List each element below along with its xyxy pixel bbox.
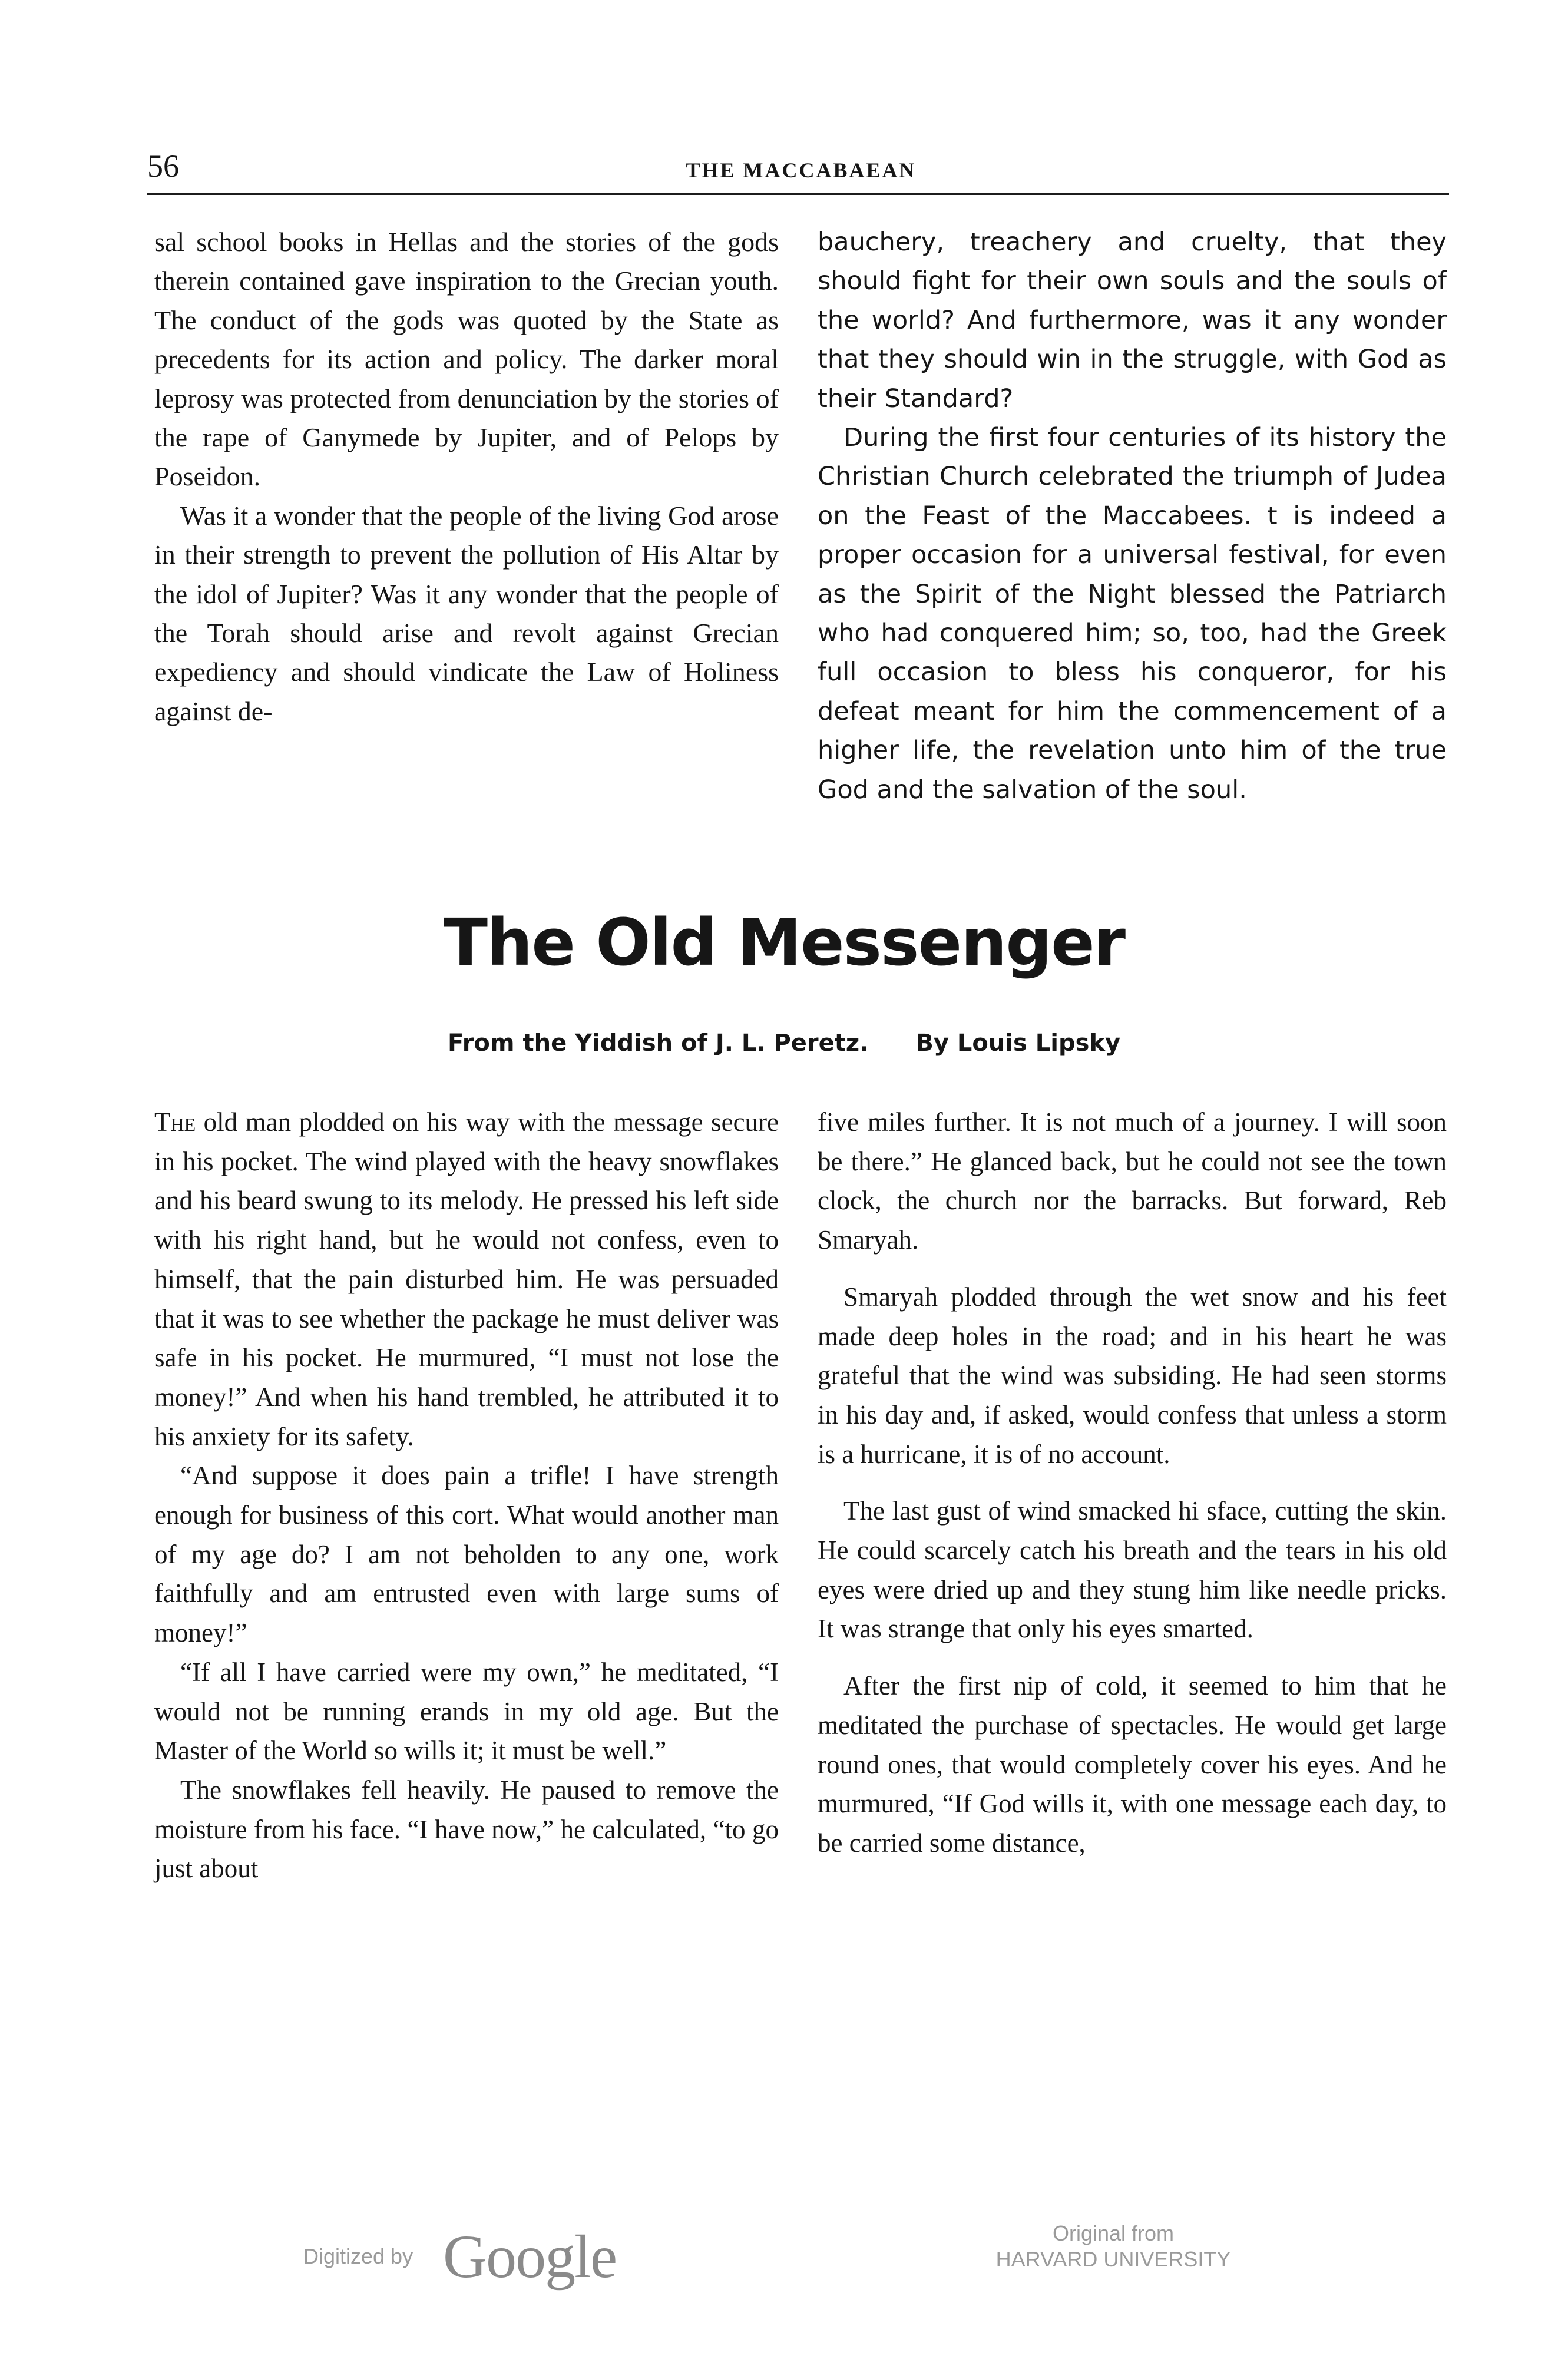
paragraph: The last gust of wind smacked hi sface, cutting the skin. He could scarcely catch his breath and the tears in his old eyes were dried up and they stung him like needle pricks. It was strange that only his eyes smarted. bbox=[818, 1496, 1447, 1644]
running-head: THE MACCABAEAN bbox=[686, 158, 917, 182]
google-logo: Google bbox=[443, 2223, 617, 2291]
paragraph: five miles further. It is not much of a journey. I will soon be there.” He glanced back, but he could not see the town clock, the church nor the barracks. But forward, Reb Smaryah. bbox=[818, 1107, 1447, 1255]
story-left-column bbox=[154, 1103, 779, 1888]
paragraph: sal school books in Hellas and the stories of the gods therein contained gave inspiration to the Grecian youth. The conduct of the gods was quoted by the State as precedents for its action and policy. The darker moral leprosy was protected from denunciation by the stories of the rape of Ganymede by Jupiter, and of Pelops by Poseidon. bbox=[154, 227, 779, 492]
original-from-label: Original from bbox=[1052, 2221, 1175, 2245]
byline-translator: By Louis Lipsky bbox=[915, 1030, 1121, 1057]
paragraph-text: old man plodded on his way with the message secure in his pocket. The wind played with the heavy snowflakes and his beard swung to its melody. He pressed his left side with his right hand, but he would not confess, even to himself, that the pain disturbed him. He was persuaded that it was to see whether the package he must deliver was safe in his pocket. He murmured, “I must not lose the money!” And when his hand trembled, he attributed it to his anxiety for its safety. bbox=[154, 1107, 779, 1451]
top-right-column bbox=[818, 223, 1447, 809]
lead-word: The bbox=[154, 1107, 196, 1137]
digitized-by-label: Digitized by bbox=[303, 2244, 413, 2268]
article-title: The Old Messenger bbox=[443, 905, 1125, 980]
byline-source: From the Yiddish of J. L. Peretz. bbox=[447, 1030, 869, 1057]
paragraph: The snowflakes fell heavily. He paused to remove the moisture from his face. “I have now,” he calculated, “to go just about bbox=[154, 1775, 779, 1884]
paragraph: Was it a wonder that the people of the living God arose in their strength to prevent the pollution of His Altar by the idol of Jupiter? Was it any wonder that the people of the Torah should arise and revolt against Grecian expediency and should vindicate the Law of Holiness against de- bbox=[154, 500, 779, 726]
provenance-note bbox=[919, 2221, 1308, 2272]
paragraph: “And suppose it does pain a trifle! I have strength enough for business of this cort. What would another man of my age do? I am not beholden to any one, work faithfully and am entrusted even with large sums of money!” bbox=[154, 1461, 779, 1648]
header-rule bbox=[147, 193, 1449, 195]
paragraph: During the first four centuries of its history the Christian Church celebrated the triumph of Judea on the Feast of the Maccabees. t is indeed a proper occasion for a universal festival, for even as the Spirit of the Night blessed the Patriarch who had conquered him; so, too, had the Greek full occasion to bless his conqueror, for his defeat meant for him the commencement of a higher life, the revelation unto him of the true God and the salvation of the soul. bbox=[818, 423, 1447, 805]
paragraph: Smaryah plodded through the wet snow and his feet made deep holes in the road; and in his heart he was grateful that the wind was subsiding. He had seen storms in his day and, if asked, would confess that unless a storm is a hurricane, it is of no account. bbox=[818, 1282, 1447, 1469]
byline bbox=[0, 1030, 1568, 1057]
institution-label: HARVARD UNIVERSITY bbox=[995, 2247, 1231, 2271]
top-left-column bbox=[154, 223, 779, 731]
paragraph: After the first nip of cold, it seemed to him that he meditated the purchase of spectacles. He would get large round ones, that would completely cover his eyes. And he murmured, “If God wills it, with one message each day, to be carried some distance, bbox=[818, 1671, 1447, 1858]
paragraph: bauchery, treachery and cruelty, that they should fight for their own souls and the souls of the world? And furthermore, was it any wonder that they should win in the struggle, with God as their Standard? bbox=[818, 227, 1447, 413]
paragraph: “If all I have carried were my own,” he meditated, “I would not be running erands in my old age. But the Master of the World so wills it; it must be well.” bbox=[154, 1657, 779, 1766]
story-right-column bbox=[818, 1103, 1447, 1863]
page-number: 56 bbox=[147, 148, 179, 184]
story-opening-paragraph bbox=[154, 1103, 779, 1456]
